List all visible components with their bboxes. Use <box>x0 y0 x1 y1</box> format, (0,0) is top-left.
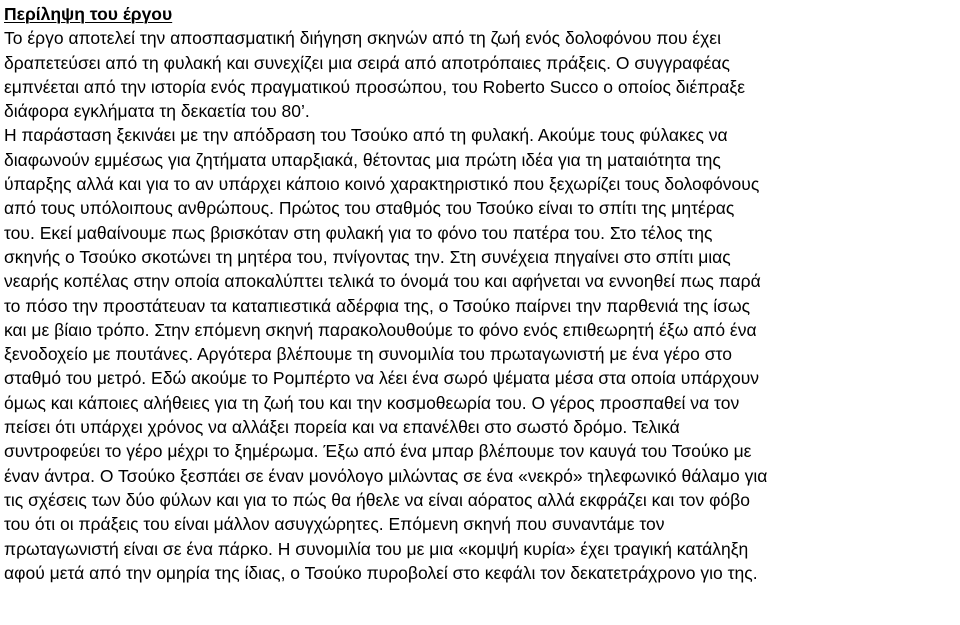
text-line: από τους υπόλοιπους ανθρώπους. Πρώτος του σταθμός του Τσούκο είναι το σπίτι της μητέρας <box>4 198 735 219</box>
text-line: και με βίαιο τρόπο. Στην επόμενη σκηνή παρακολουθούμε το φόνο ενός επιθεωρητή έξω από ένα <box>4 319 757 340</box>
text-line: τις σχέσεις των δύο φύλων και για το πώς θα ήθελε να είναι αόρατος αλλά εκφράζει και τον φόβο <box>4 489 750 510</box>
text-line: δραπετεύσει από τη φυλακή και συνεχίζει μια σειρά από αποτρόπαιες πράξεις. Ο συγγραφέας <box>4 52 730 73</box>
text-line: το πόσο την προστάτευαν τα καταπιεστικά αδέρφια της, ο Τσούκο παίρνει την παρθενιά της ίσως <box>4 295 751 316</box>
text-line: έναν άντρα. Ο Τσούκο ξεσπάει σε έναν μονόλογο μιλώντας σε ένα «νεκρό» τηλεφωνικό θάλαμο για <box>4 465 768 486</box>
text-line: αφού μετά από την ομηρία της ίδιας, ο Τσούκο πυροβολεί στο κεφάλι τον δεκατετράχρονο γιο της. <box>4 562 758 583</box>
text-line: σταθμό του μετρό. Εδώ ακούμε το Ρομπέρτο να λέει ένα σωρό ψέματα μέσα στα οποία υπάρχουν <box>4 368 760 389</box>
text-line: Το έργο αποτελεί την αποσπασματική διήγηση σκηνών από τη ζωή ενός δολοφόνου που έχει <box>4 28 721 49</box>
text-line: πρωταγωνιστή είναι σε ένα πάρκο. Η συνομιλία του με μια «κομψή κυρία» έχει τραγική κατάληξη <box>4 538 749 559</box>
text-line: Η παράσταση ξεκινάει με την απόδραση του Τσούκο από τη φυλακή. Ακούμε τους φύλακες να <box>4 125 728 146</box>
text-line: ξενοδοχείο με πουτάνες. Αργότερα βλέπουμε τη συνομιλία του πρωταγωνιστή με ένα γέρο στο <box>4 344 732 365</box>
text-line: διαφωνούν εμμέσως για ζητήματα υπαρξιακά, θέτοντας μια πρώτη ιδέα για τη ματαιότητα της <box>4 149 721 170</box>
text-line: συντροφεύει το γέρο μέχρι το ξημέρωμα. Έξω από ένα μπαρ βλέπουμε τον καυγά του Τσούκο με <box>4 441 752 462</box>
text-line: όμως και κάποιες αλήθειες για τη ζωή του και την κοσμοθεωρία του. Ο γέρος προσπαθεί να τον <box>4 392 740 413</box>
text-line: του. Εκεί μαθαίνουμε πως βρισκόταν στη φυλακή για το φόνο του πατέρα του. Στο τέλος της <box>4 222 713 243</box>
text-line: πείσει ότι υπάρχει χρόνος να αλλάξει πορεία και να επανέλθει στο σωστό δρόμο. Τελικά <box>4 417 680 438</box>
text-line: διάφορα εγκλήματα τη δεκαετία του 80’. <box>4 101 310 122</box>
text-line: ύπαρξης αλλά και για το αν υπάρχει κάποιο κοινό χαρακτηριστικό που ξεχωρίζει τους δολοφόνους <box>4 174 760 195</box>
text-line: σκηνής ο Τσούκο σκοτώνει τη μητέρα του, πνίγοντας την. Στη συνέχεια πηγαίνει στο σπίτι μιας <box>4 246 731 267</box>
text-line: του ότι οι πράξεις του είναι μάλλον ασυγχώρητες. Επόμενη σκηνή που συναντάμε τον <box>4 514 665 535</box>
document-heading: Περίληψη του έργου <box>4 4 173 24</box>
text-line: νεαρής κοπέλας στην οποία αποκαλύπτει τελικά το όνομά του και αφήνεται να εννοηθεί πως παρά <box>4 271 761 292</box>
text-line: εμπνέεται από την ιστορία ενός πραγματικού προσώπου, του Roberto Succo ο οποίος διέπραξε <box>4 76 746 97</box>
